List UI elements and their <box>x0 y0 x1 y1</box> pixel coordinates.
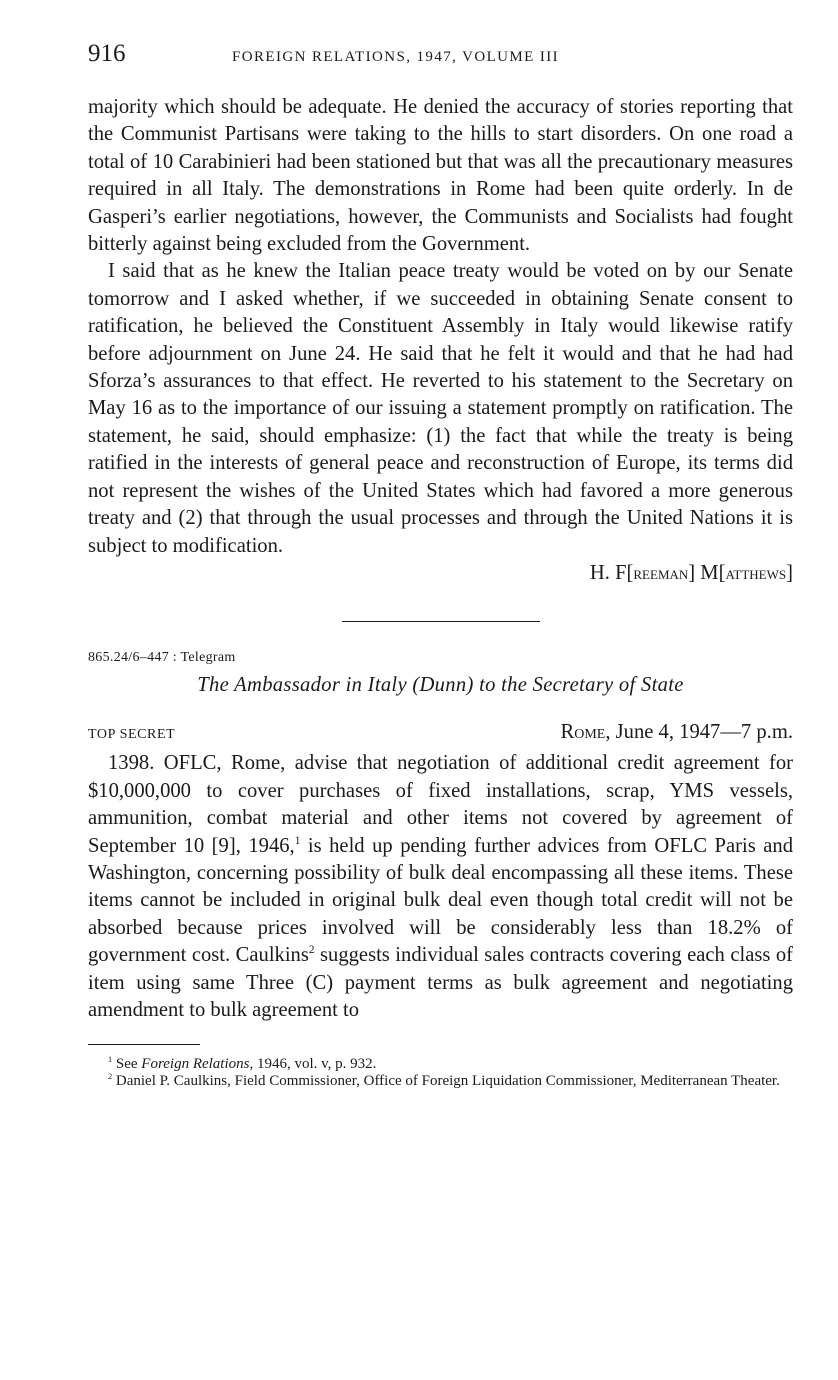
date: , June 4, 1947—7 p.m. <box>605 721 793 744</box>
document-page <box>88 40 793 1089</box>
footnote-1: $^1$ See Foreign Relations, 1946, vol. v, p. 932. <box>108 1055 377 1073</box>
section-divider <box>342 621 540 622</box>
signature: H. F[reeman] M[atthews] <box>589 561 793 584</box>
place-date <box>561 721 794 744</box>
footnotes <box>88 1044 793 1089</box>
footnote-ref-2: 2 <box>308 944 315 957</box>
page-number: 916 <box>88 40 126 67</box>
telegram-body: 1398. OFLC, Rome, advise that negotiation of additional credit agreement for $10,000,000 to cover purchases of fixed installations, scrap, YMS vessels, ammunition, combat material and other items not covered by agreement of September 10 [9], 1946,$^1$ is held up pending further advices from OFLC Paris and Washington, concerning possibility of bulk deal encompassing all these items. These items cannot be included in original bulk deal even though total credit will not be absorbed because prices involved will be considerably less than 18.2% of government cost. Caulkins$^2$ suggests individual sales contracts covering each class of item using same Three (C) payment terms as bulk agreement and negotiating amendment to bulk agreement to <box>88 752 793 1021</box>
running-title: FOREIGN RELATIONS, 1947, VOLUME III <box>232 49 560 65</box>
footnote-ref-1: 1 <box>294 834 301 847</box>
dateline <box>88 721 793 744</box>
footnote-2: $^2$ Daniel P. Caulkins, Field Commissioner, Office of Foreign Liquidation Commissioner, Mediterranean Theater. <box>108 1071 780 1089</box>
file-reference: 865.24/6–447 : Telegram <box>88 650 236 666</box>
running-header <box>88 40 793 76</box>
classification-label: TOP SECRET <box>88 727 176 743</box>
paragraph-continuation: majority which should be adequate. He denied the accuracy of stories reporting that the Communist Partisans were taking to the hills to start disorders. On one road a total of 10 Carabinieri had been stationed but that was all the precautionary measures required in all Italy. The demonstrations in Rome had been quite orderly. In de Gasperi’s earlier negotiations, however, the Communists and Socialists had fought bitterly against being excluded from the Government. <box>88 96 793 256</box>
place: Rome <box>560 721 606 744</box>
paragraph-peace-treaty: I said that as he knew the Italian peace treaty would be voted on by our Senate tomorrow and I asked whether, if we succeeded in obtaining Senate consent to ratification, he believed the Constituent Assembly in Italy would likewise ratify before adjournment on June 24. He said that he felt it would and that he had had Sforza’s assurances to that effect. He reverted to his statement to the Secretary on May 16 as to the importance of our issuing a statement promptly on ratification. The statement, he said, should emphasize: (1) the fact that while the treaty is being ratified in the interests of general peace and reconstruction of Europe, its terms did not represent the wishes of the United States which had favored a more generous treaty and (2) that through the usual processes and through the United Nations it is subject to modification. <box>88 260 793 557</box>
document-title: The Ambassador in Italy (Dunn) to the Secretary of State <box>197 674 684 697</box>
footnote-divider <box>88 1044 200 1045</box>
